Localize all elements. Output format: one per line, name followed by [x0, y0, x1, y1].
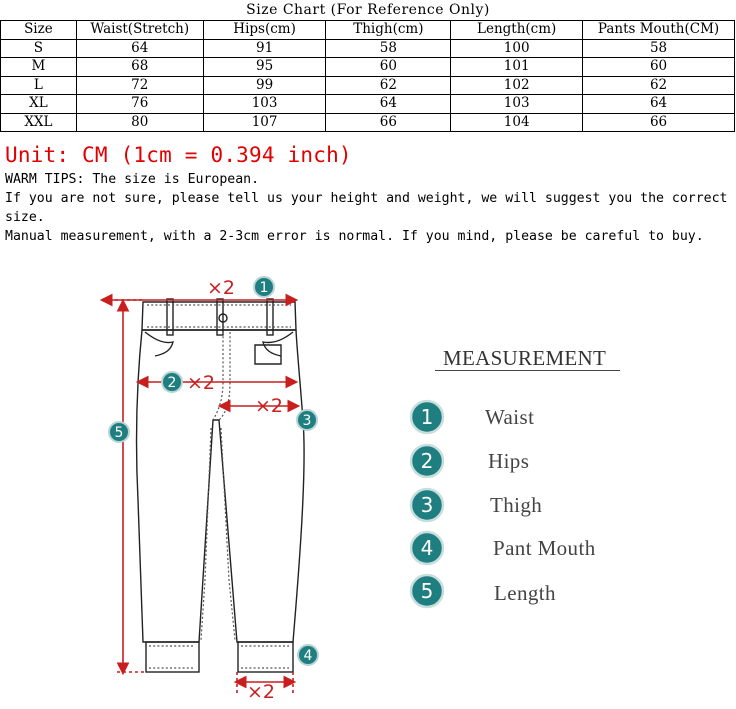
thigh-multiplier-label: ×2: [255, 395, 284, 417]
table-cell: 107: [203, 113, 326, 132]
header-length: Length(cm): [451, 21, 583, 40]
table-cell: M: [1, 58, 77, 77]
unit-conversion-note: Unit: CM (1cm = 0.394 inch): [5, 143, 352, 167]
table-cell: 102: [451, 76, 583, 95]
tip-line: If you are not sure, please tell us your height and weight, we will suggest you the correct size.: [5, 191, 728, 225]
header-pants-mouth: Pants Mouth(CM): [583, 21, 735, 40]
legend-number: 1: [420, 405, 434, 429]
legend-label: Thigh: [490, 493, 543, 517]
table-row: [1, 95, 735, 114]
table-cell: 58: [326, 39, 451, 58]
number-badge-icon: [409, 399, 445, 435]
marker-1-number: 1: [259, 280, 269, 296]
header-hips: Hips(cm): [203, 21, 326, 40]
table-cell: 104: [451, 113, 583, 132]
table-cell: 58: [583, 39, 735, 58]
legend-underline: [435, 370, 620, 371]
pants-outline: [137, 299, 304, 672]
table-cell: 64: [76, 39, 203, 58]
legend-number: 3: [420, 493, 434, 517]
table-cell: 76: [76, 95, 203, 114]
warm-tips: [5, 170, 731, 246]
table-cell: 101: [451, 58, 583, 77]
table-cell: XL: [1, 95, 77, 114]
table-cell: 99: [203, 76, 326, 95]
table-cell: 60: [326, 58, 451, 77]
legend-label: Waist: [485, 405, 535, 429]
table-cell: 66: [583, 113, 735, 132]
marker-2: [162, 372, 182, 392]
marker-4-number: 4: [303, 648, 313, 664]
table-cell: 95: [203, 58, 326, 77]
table-cell: L: [1, 76, 77, 95]
pants-measurement-diagram: [95, 270, 335, 709]
marker-2-number: 2: [167, 375, 177, 391]
header-thigh: Thigh(cm): [326, 21, 451, 40]
table-cell: S: [1, 39, 77, 58]
table-cell: 100: [451, 39, 583, 58]
table-cell: 64: [326, 95, 451, 114]
size-table: [0, 20, 735, 132]
legend-number: 2: [420, 449, 434, 473]
table-cell: XXL: [1, 113, 77, 132]
table-row: [1, 113, 735, 132]
legend-number: 5: [420, 579, 434, 603]
tip-line: WARM TIPS: The size is European.: [5, 172, 260, 187]
legend-number: 4: [420, 536, 434, 560]
number-badge-icon: [409, 443, 445, 479]
legend-item-waist: [409, 399, 639, 439]
legend-item-hips: [409, 443, 639, 483]
number-badge-icon: [409, 530, 445, 566]
marker-5: [109, 422, 129, 442]
marker-1: [254, 277, 274, 297]
size-chart-title: Size Chart (For Reference Only): [246, 2, 490, 18]
stitching: [147, 305, 291, 668]
measurement-legend: [405, 340, 645, 620]
legend-item-thigh: [409, 487, 639, 527]
header-size: Size: [1, 21, 77, 40]
table-cell: 66: [326, 113, 451, 132]
marker-4: [298, 645, 318, 665]
legend-label: Length: [494, 581, 556, 605]
number-badge-icon: [409, 487, 445, 523]
tip-line: Manual measurement, with a 2-3cm error is normal. If you mind, please be careful to buy.: [5, 229, 704, 244]
table-cell: 64: [583, 95, 735, 114]
table-cell: 80: [76, 113, 203, 132]
table-cell: 60: [583, 58, 735, 77]
header-waist: Waist(Stretch): [76, 21, 203, 40]
legend-item-length: [409, 573, 639, 613]
table-row: [1, 58, 735, 77]
marker-3: [297, 410, 317, 430]
table-cell: 91: [203, 39, 326, 58]
hips-multiplier-label: ×2: [187, 372, 216, 394]
table-row: [1, 39, 735, 58]
table-header-row: [1, 21, 735, 40]
table-cell: 103: [203, 95, 326, 114]
table-cell: 62: [583, 76, 735, 95]
marker-5-number: 5: [114, 425, 124, 441]
legend-label: Pant Mouth: [493, 536, 596, 560]
table-cell: 103: [451, 95, 583, 114]
marker-3-number: 3: [302, 413, 312, 429]
table-cell: 72: [76, 76, 203, 95]
waist-multiplier-label: ×2: [207, 277, 236, 299]
legend-item-pant-mouth: [409, 530, 639, 570]
legend-label: Hips: [488, 449, 530, 473]
table-row: [1, 76, 735, 95]
table-cell: 68: [76, 58, 203, 77]
legend-heading: MEASUREMENT: [443, 346, 607, 370]
number-badge-icon: [409, 573, 445, 609]
pant-mouth-multiplier-label: ×2: [247, 681, 276, 703]
table-cell: 62: [326, 76, 451, 95]
